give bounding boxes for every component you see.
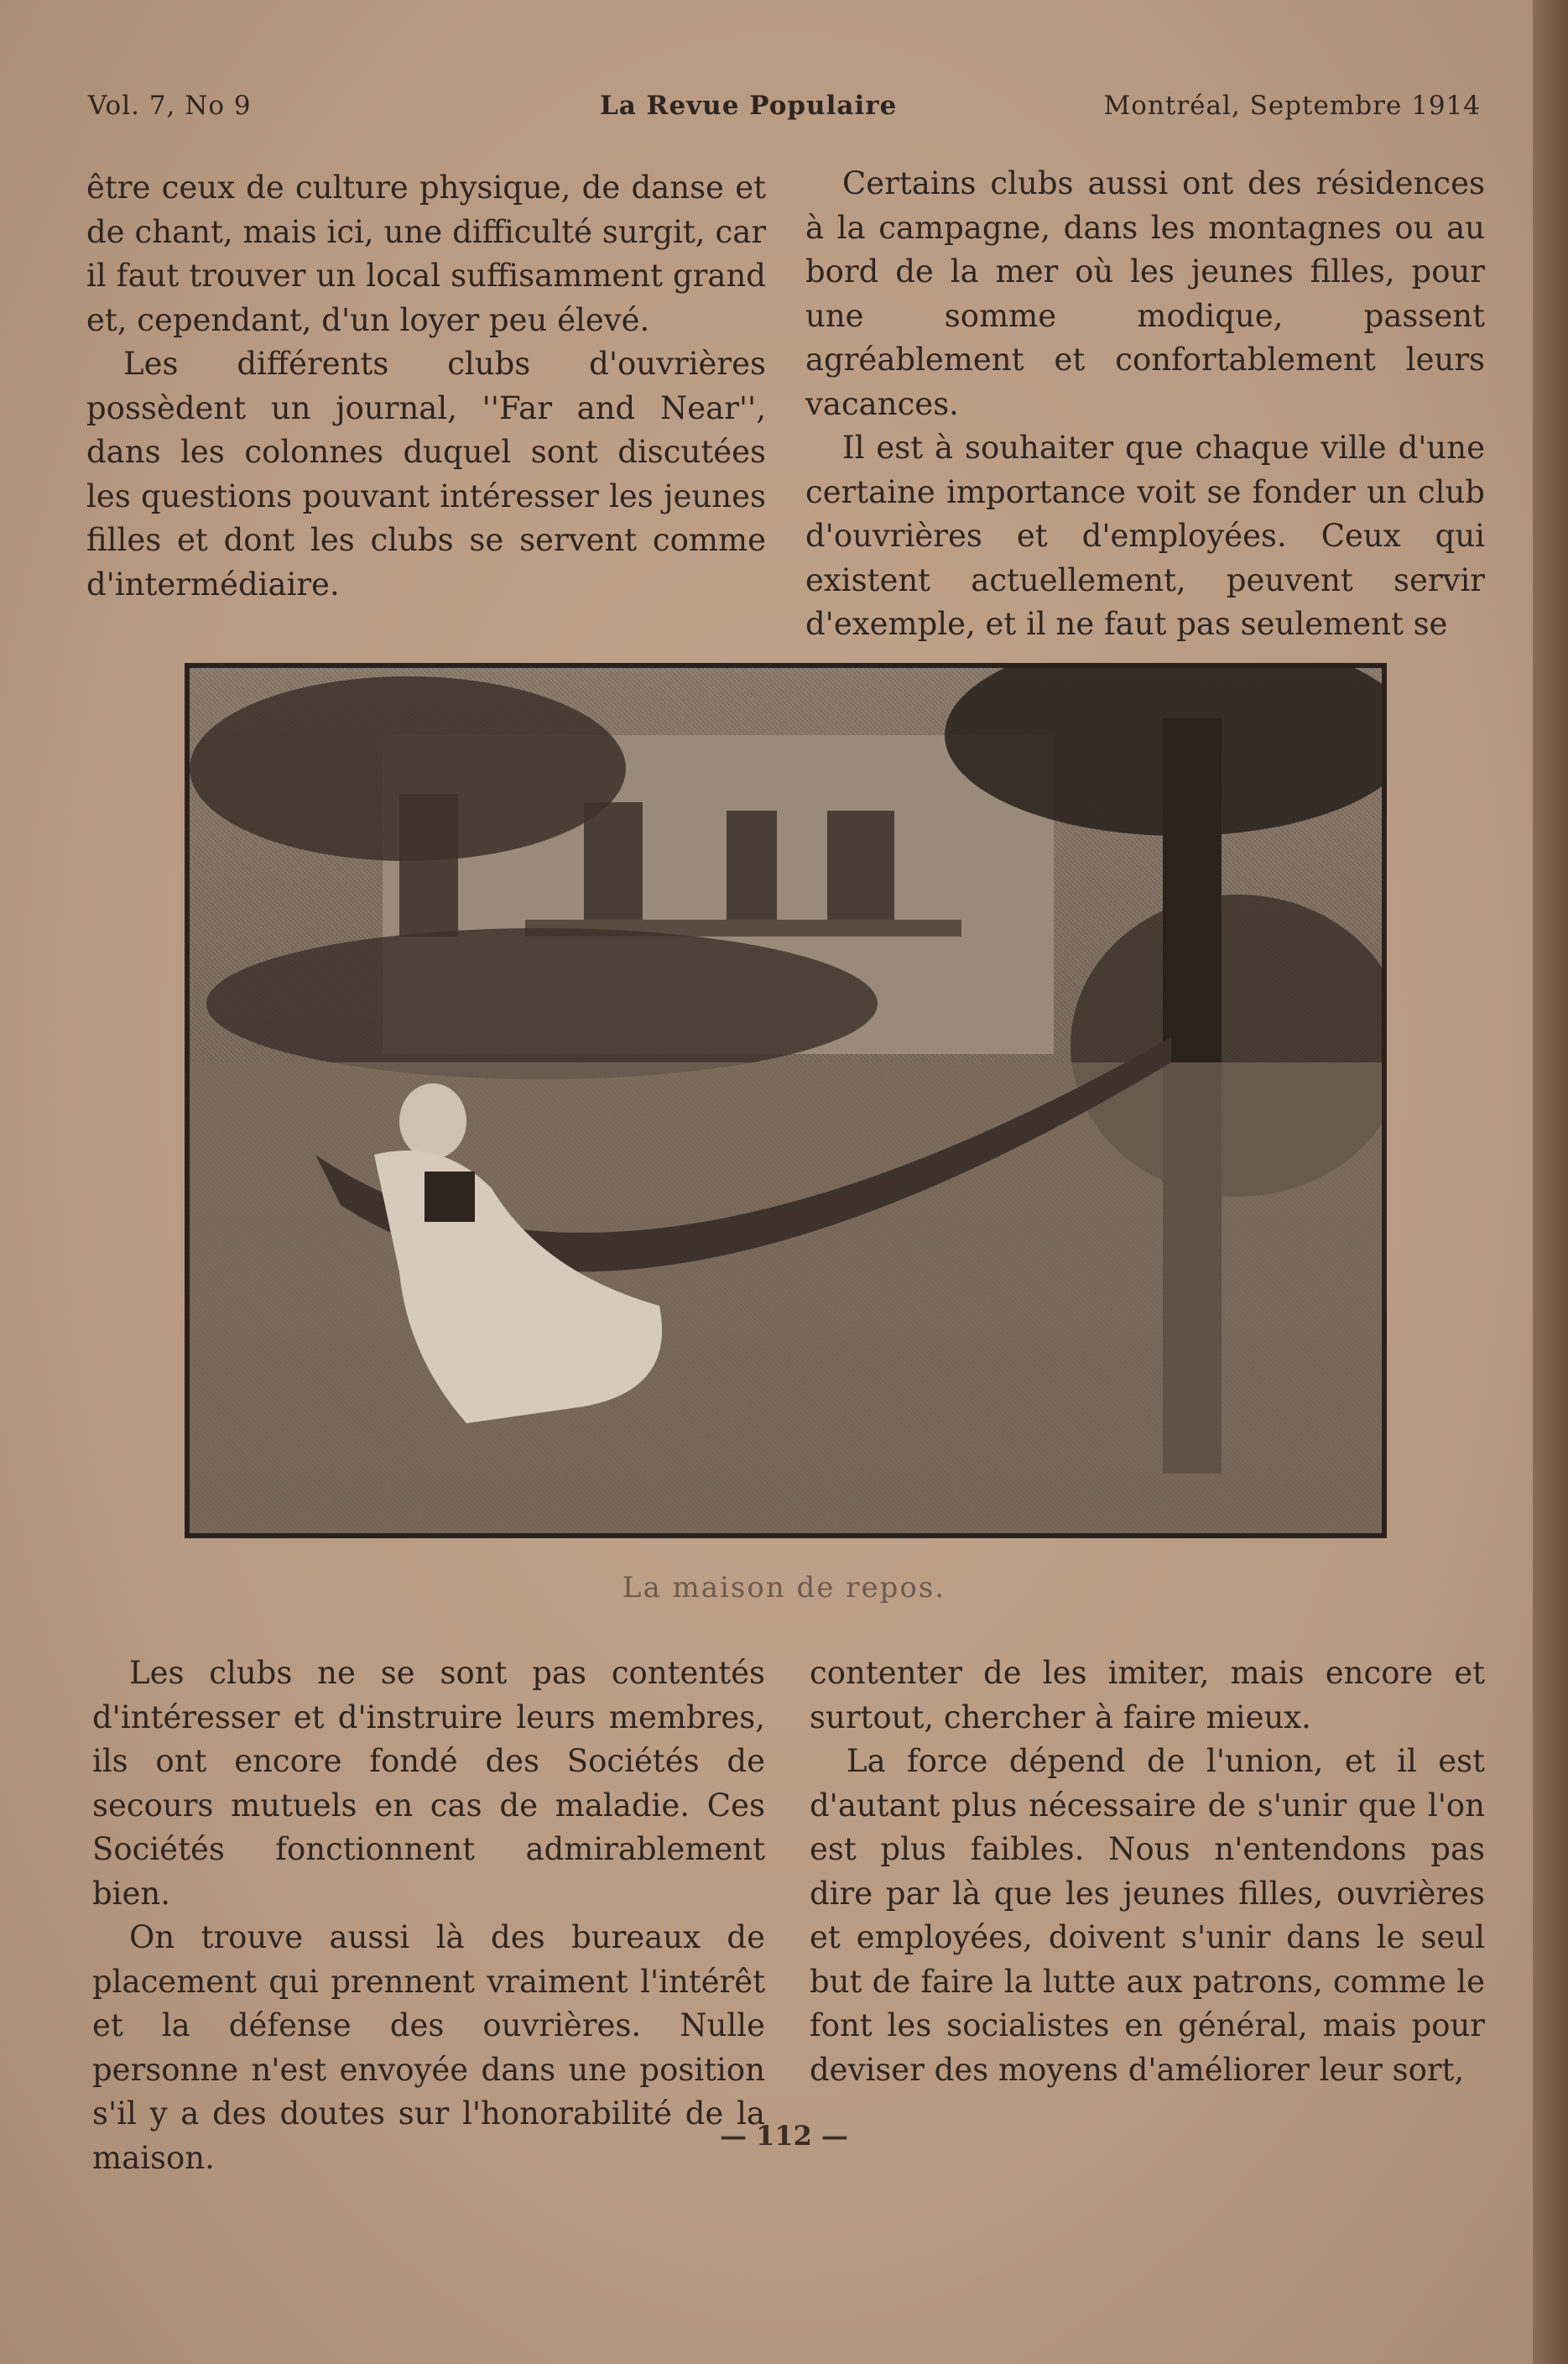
place-date: Montréal, Septembre 1914	[1103, 91, 1481, 121]
lawn	[190, 1062, 1382, 1533]
running-header	[88, 91, 1481, 133]
column-top-left	[86, 166, 766, 607]
photo-caption: La maison de repos.	[622, 1571, 946, 1605]
book	[425, 1172, 475, 1222]
paragraph: On trouve aussi là des bureaux de placement qui prennent vraiment l'intérêt et la défense des ouvrières. Nulle personne n'est envoyée dans une position s'il y a des doutes sur l'honorabilité de la maison.	[92, 1919, 765, 2176]
column-bottom-left	[92, 1652, 765, 2180]
tree-foliage	[190, 676, 626, 861]
paragraph: Certains clubs aussi ont des résidences à la campagne, dans les montagnes ou au bord de la mer où les jeunes filles, pour une somme modique, passent agréablement et confortablement leurs vacances.	[805, 165, 1485, 422]
column-bottom-right	[810, 1652, 1485, 2092]
volume-number: Vol. 7, No 9	[88, 91, 252, 121]
paragraph: être ceux de culture physique, de danse et de chant, mais ici, une difficulté surgit, car il faut trouver un local suffisamment grand et, cependant, d'un loyer peu élevé.	[86, 170, 766, 338]
column-top-right	[805, 162, 1485, 647]
paragraph: Il est à souhaiter que chaque ville d'une certaine importance voit se fonder un club d'ouvrières et d'employées. Ceux qui existent actuellement, peuvent servir d'exemple, et il ne faut pas seulement se	[805, 430, 1485, 642]
shrubbery	[206, 928, 878, 1079]
publication-title: La Revue Populaire	[600, 91, 898, 121]
paragraph: contenter de les imiter, mais encore et surtout, chercher à faire mieux.	[810, 1655, 1485, 1735]
page-number: — 112 —	[719, 2120, 849, 2152]
halftone-photo	[185, 663, 1387, 1538]
photo-illustration	[190, 668, 1382, 1533]
house-window	[727, 811, 777, 937]
paragraph: Les clubs ne se sont pas contentés d'intéresser et d'instruire leurs membres, ils ont encore fondé des Sociétés de secours mutuels en cas de maladie. Ces Sociétés fonctionnent admirablement bien.	[92, 1655, 765, 1912]
house-window	[827, 811, 894, 928]
paragraph: Les différents clubs d'ouvrières possèdent un journal, ''Far and Near'', dans les colonnes duquel sont discutées les questions pouvant intéresser les jeunes filles et dont les clubs se servent comme d'intermédiaire.	[86, 346, 766, 603]
house-window	[584, 802, 643, 937]
page-edge	[1533, 0, 1568, 2364]
paragraph: La force dépend de l'union, et il est d'autant plus nécessaire de s'unir que l'on est plus faibles. Nous n'entendons pas dire par là que les jeunes filles, ouvrières et employées, doivent s'unir dans le seul but de faire la lutte aux patrons, comme le font les socialistes en général, mais pour deviser des moyens d'améliorer leur sort,	[810, 1743, 1485, 2088]
woman-head	[399, 1083, 466, 1159]
